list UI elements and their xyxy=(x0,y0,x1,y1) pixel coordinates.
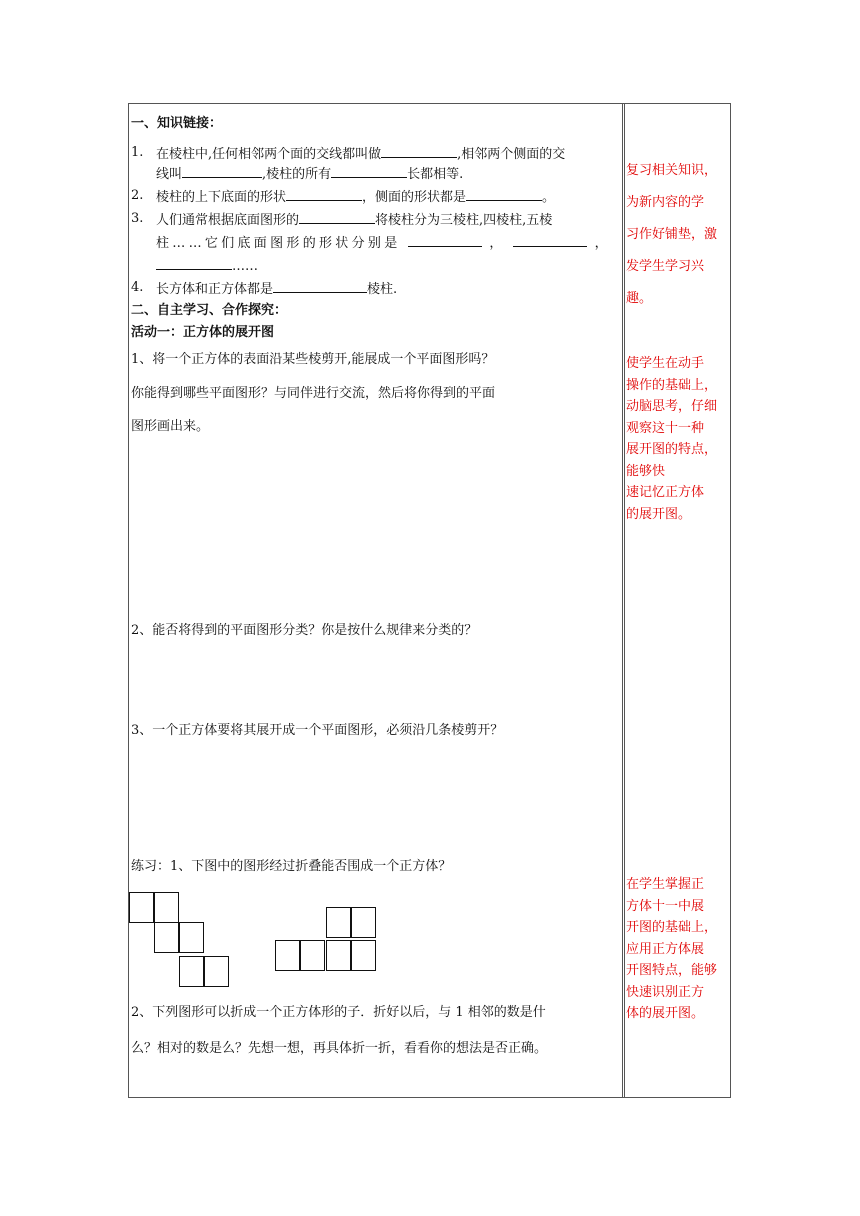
net-square xyxy=(351,940,376,971)
practice-2-line-2: 么？相对的数是么？先想一想，再具体折一折，看看你的想法是否正确。 xyxy=(131,1041,548,1056)
net-square xyxy=(179,922,204,953)
item-3-line-3: …… xyxy=(156,256,258,276)
practice-1: 练习：1、下图中的图形经过折叠能否围成一个正方体？ xyxy=(131,859,452,874)
item-3-line-2: 柱……它们底面图形的形状分别是 ， ， xyxy=(156,233,611,253)
item-number: 4. xyxy=(131,280,144,295)
item-1-line-2: 线叫 ,棱柱的所有 长都相等. xyxy=(156,164,463,184)
net-square xyxy=(179,956,204,987)
net-square xyxy=(129,892,154,923)
teaching-note-3: 在学生掌握正 方体十一中展 开图的基础上， 应用正方体展 开图特点，能够 快速识别正方 体的展开图。 xyxy=(626,877,718,1021)
net-square xyxy=(275,940,300,971)
net-square xyxy=(154,922,179,953)
item-1-line-1: 在棱柱中,任何相邻两个面的交线都叫做 ,相邻两个侧面的交 xyxy=(156,144,565,164)
net-square xyxy=(351,907,376,938)
item-number: 3. xyxy=(131,211,144,226)
section-heading-explore: 二、自主学习、合作探究： xyxy=(131,303,288,318)
item-number: 2. xyxy=(131,188,144,203)
question-1-line-1: 1、将一个正方体的表面沿某些棱剪开,能展成一个平面图形吗？ xyxy=(131,352,495,367)
net-square xyxy=(326,940,351,971)
activity-title: 活动一：正方体的展开图 xyxy=(131,325,275,340)
question-3: 3、一个正方体要将其展开成一个平面图形，必须沿几条棱剪开？ xyxy=(131,723,504,738)
question-1-line-3: 图形画出来。 xyxy=(131,419,210,434)
practice-2-line-1: 2、下列图形可以折成一个正方体形的子．折好以后，与 1 相邻的数是什 xyxy=(131,1005,546,1020)
net-square xyxy=(326,907,351,938)
item-3-line-1: 人们通常根据底面图形的 将棱柱分为三棱柱,四棱柱,五棱 xyxy=(156,210,552,230)
question-1-line-2: 你能得到哪些平面图形？与同伴进行交流，然后将你得到的平面 xyxy=(131,386,496,401)
teaching-note-2: 使学生在动手 操作的基础上， 动脑思考，仔细 观察这十一种 展开图的特点， 能够快 速记忆正方体 的展开图。 xyxy=(626,356,718,522)
teaching-note-1: 复习相关知识， 为新内容的学 习作好铺垫，激 发学生学习兴 趣。 xyxy=(626,163,718,306)
net-square xyxy=(154,892,179,923)
item-2: 棱柱的上下底面的形状 ，侧面的形状都是 。 xyxy=(156,187,555,207)
net-square xyxy=(300,940,325,971)
question-2: 2、能否将得到的平面图形分类？你是按什么规律来分类的？ xyxy=(131,623,478,638)
item-number: 1. xyxy=(131,145,144,160)
section-heading-knowledge: 一、知识链接： xyxy=(131,116,223,131)
net-square xyxy=(204,956,229,987)
item-4: 长方体和正方体都是 棱柱. xyxy=(156,279,397,299)
